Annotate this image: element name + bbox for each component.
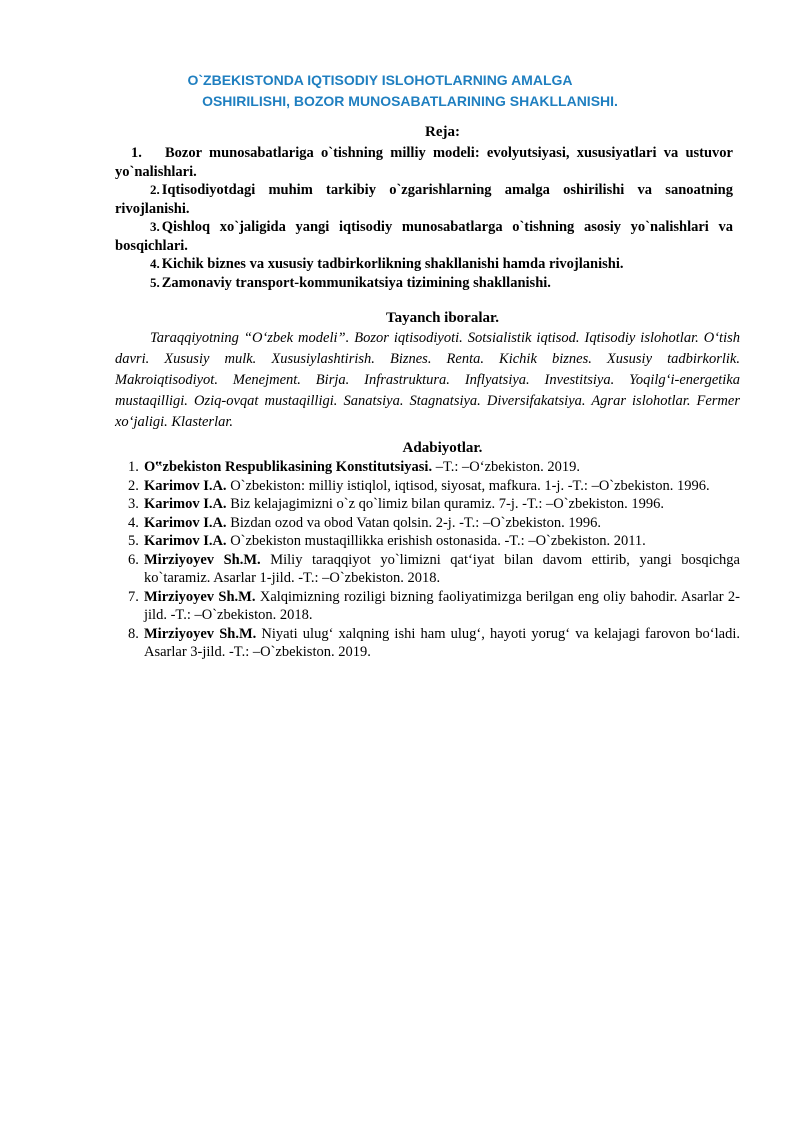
plan-item	[115, 274, 733, 293]
plan-item-text: Iqtisodiyotdagi muhim tarkibiy o`zgarishlarning amalga oshirilishi va sanoatning rivojlanishi.	[115, 182, 733, 217]
plan-item	[115, 218, 733, 255]
reference-number: 3.	[128, 496, 139, 512]
plan-item	[115, 144, 733, 181]
reference-number: 5.	[128, 533, 139, 549]
plan-item-text: Qishloq xo`jaligida yangi iqtisodiy munosabatlarga o`tishning asosiy yo`nalishlari va bosqichlari.	[115, 219, 733, 254]
plan-item-number: 5.	[150, 274, 160, 290]
plan-item-number: 3.	[150, 219, 160, 234]
references-list	[128, 458, 740, 662]
reference-text: Xalqimizning roziligi bizning faoliyatimizga berilgan eng oliy bahodir. Asarlar 2-jild. -T.: –O`zbekiston. 2018.	[144, 588, 740, 623]
document-title	[110, 70, 710, 112]
keywords-paragraph: Taraqqiyotning “O‘zbek modeli”. Bozor iqtisodiyoti. Sotsialistik iqtisod. Iqtisodiy islohotlar. O‘tish davri. Xususiy mulk. Xususiylashtirish. Biznes. Renta. Kichik biznes. Xususiy tadbirkorlik. Makroiqtisodiyot. Menejment. Birja. Infrastruktura. Inflyatsiya. Investitsiya. Yoqilg‘i-energetika mustaqilligi. Oziq-ovqat mustaqilligi. Sanatsiya. Stagnatsiya. Diversifakatsiya. Agrar islohotlar. Fermer xo‘jaligi. Klasterlar.	[115, 330, 740, 430]
reference-number: 2.	[128, 477, 139, 494]
reference-text: O`zbekiston mustaqillikka erishish ostonasida. -T.: –O`zbekiston. 2011.	[226, 533, 646, 549]
plan-item-text: Kichik biznes va xususiy tadbirkorlikning shakllanishi hamda rivojlanishi.	[161, 256, 624, 272]
reference-number: 1.	[128, 459, 139, 475]
plan-item	[115, 181, 733, 218]
reference-author: Karimov I.A.	[144, 514, 227, 531]
title-line-1: O`ZBEKISTONDA IQTISODIY ISLOHOTLARNING AMALGA	[187, 72, 573, 88]
references-heading: Adabiyotlar.	[402, 440, 483, 456]
plan-item-number: 1.	[131, 145, 142, 161]
reference-text: Bizdan ozod va obod Vatan qolsin. 2-j. -T.: –O`zbekiston. 1996.	[226, 514, 601, 531]
plan-item-number: 2.	[150, 182, 160, 197]
plan-item-text: Bozor munosabatlariga o`tishning milliy modeli: evolyutsiyasi, xususiyatlari va ustuvor yo`nalishlari.	[115, 145, 733, 180]
reference-number: 7.	[128, 588, 139, 605]
plan-item-number: 4.	[150, 256, 160, 271]
title-line-2: OSHIRILISHI, BOZOR MUNOSABATLARINING SHAKLLANISHI.	[202, 93, 618, 109]
reference-author: Mirziyoyev Sh.M.	[144, 588, 256, 605]
reference-author: Mirziyoyev Sh.M.	[144, 625, 257, 642]
reference-text: –T.: –O‘zbekiston. 2019.	[432, 459, 581, 475]
reference-item	[128, 458, 740, 477]
reference-author: Karimov I.A.	[144, 533, 227, 549]
plan-heading: Reja:	[425, 124, 460, 140]
reference-item	[128, 495, 740, 514]
reference-item	[128, 514, 740, 533]
reference-text: Niyati ulug‘ xalqning ishi ham ulug‘, hayoti yorug‘ va kelajagi farovon bo‘ladi. Asarlar 3-jild. -T.: –O`zbekiston. 2019.	[144, 625, 740, 660]
plan-list	[115, 144, 733, 292]
reference-text: O`zbekiston: milliy istiqlol, iqtisod, siyosat, mafkura. 1-j. -T.: –O`zbekiston. 1996.	[226, 477, 710, 494]
reference-item	[128, 625, 740, 662]
reference-item	[128, 551, 740, 588]
reference-author: Mirziyoyev Sh.M.	[144, 551, 261, 568]
reference-item	[128, 588, 740, 625]
reference-author: Karimov I.A.	[144, 477, 227, 494]
reference-author: Karimov I.A.	[144, 496, 227, 512]
reference-text: Biz kelajagimizni o`z qo`limiz bilan quramiz. 7-j. -T.: –O`zbekiston. 1996.	[226, 496, 664, 512]
reference-number: 4.	[128, 514, 139, 531]
reference-number: 6.	[128, 551, 139, 568]
reference-item	[128, 477, 740, 496]
reference-text: Miliy taraqqiyot yo`limizni qat‘iyat bilan davom ettirib, yangi bosqichga ko`taramiz. Asarlar 1-jild. -T.: –O`zbekiston. 2018.	[144, 551, 740, 586]
keywords-heading: Tayanch iboralar.	[385, 310, 500, 326]
reference-item	[128, 532, 740, 551]
plan-item	[115, 255, 733, 274]
reference-number: 8.	[128, 625, 139, 642]
reference-author: O‟zbekiston Respublikasining Konstitutsiyasi.	[144, 459, 433, 475]
plan-item-text: Zamonaviy transport-kommunikatsiya tizimining shakllanishi.	[161, 274, 551, 291]
